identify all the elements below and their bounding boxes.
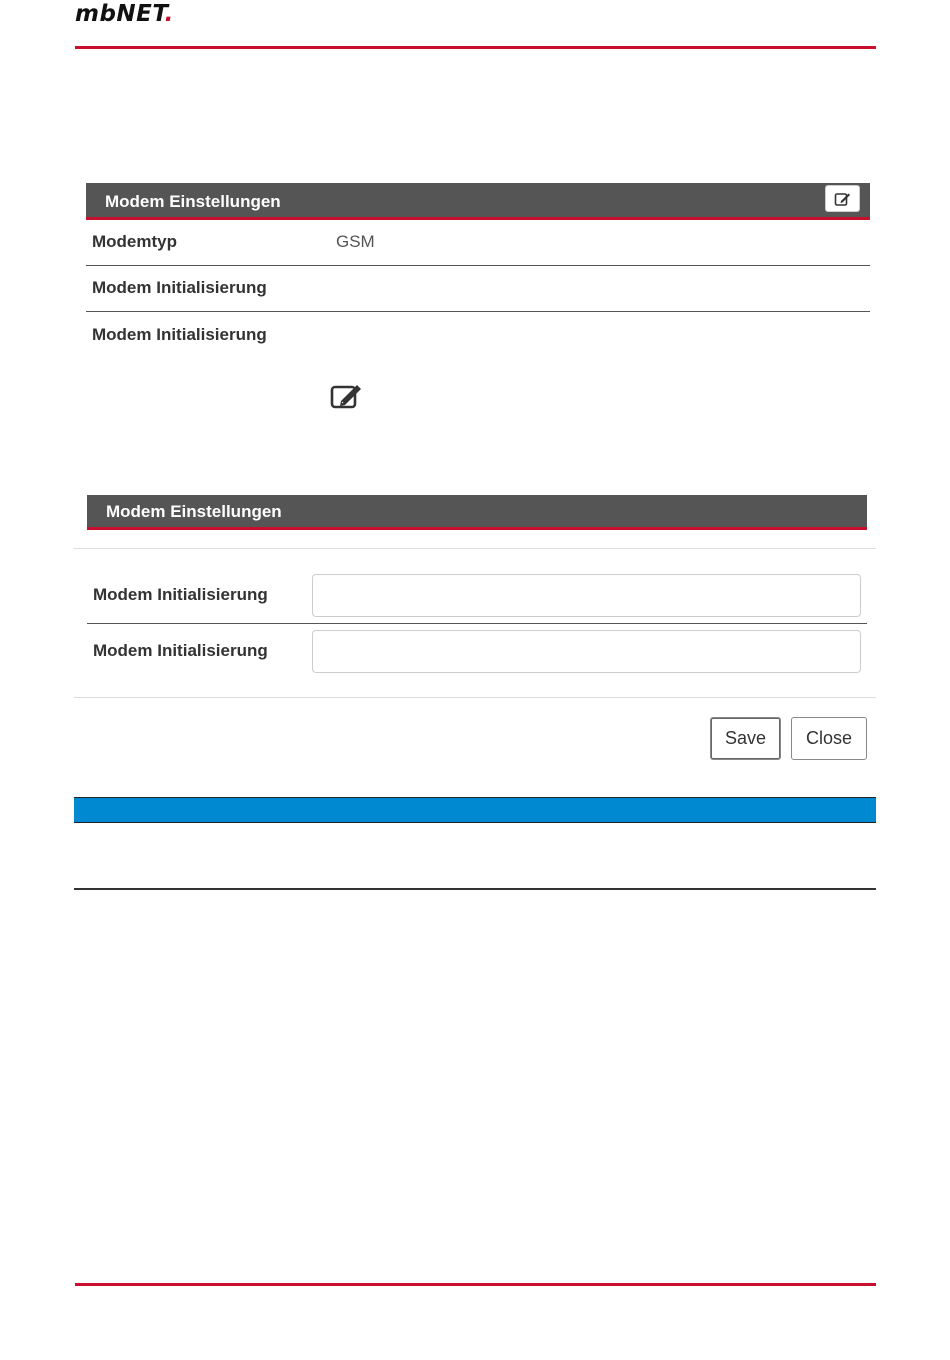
mbnet-logo: [75, 0, 174, 30]
info-bar-bottom-line: [74, 888, 876, 890]
modem-init-input-2[interactable]: [312, 630, 861, 673]
logo-text: mbNET: [75, 1, 165, 27]
edit-button[interactable]: [825, 185, 860, 212]
modem-settings-edit-header: [87, 495, 867, 530]
header-divider: [75, 46, 876, 49]
close-button[interactable]: Close: [791, 717, 867, 760]
form-bottom-divider: [74, 697, 876, 698]
footer-divider: [75, 1283, 876, 1286]
save-button[interactable]: Save: [710, 717, 781, 760]
modem-init-label-2: Modem Initialisierung: [92, 325, 267, 344]
modem-settings-view-header: [86, 183, 870, 220]
row-divider: [87, 623, 867, 624]
panel-title: Modem Einstellungen: [105, 192, 281, 211]
info-bar: [74, 797, 876, 823]
row-divider: [86, 311, 870, 312]
modem-init-label-1: Modem Initialisierung: [92, 278, 267, 297]
modem-init-input-1[interactable]: [312, 574, 861, 617]
panel-title: Modem Einstellungen: [106, 502, 282, 521]
form-top-divider: [74, 548, 876, 549]
edit-icon: [834, 191, 852, 207]
row-divider: [86, 265, 870, 266]
modemtyp-label: Modemtyp: [92, 232, 177, 251]
modemtyp-value: GSM: [336, 232, 375, 251]
modem-init-field-label-1: Modem Initialisierung: [93, 585, 268, 604]
edit-icon-large[interactable]: [330, 382, 366, 410]
logo-dot: .: [164, 1, 174, 27]
modem-init-field-label-2: Modem Initialisierung: [93, 641, 268, 660]
